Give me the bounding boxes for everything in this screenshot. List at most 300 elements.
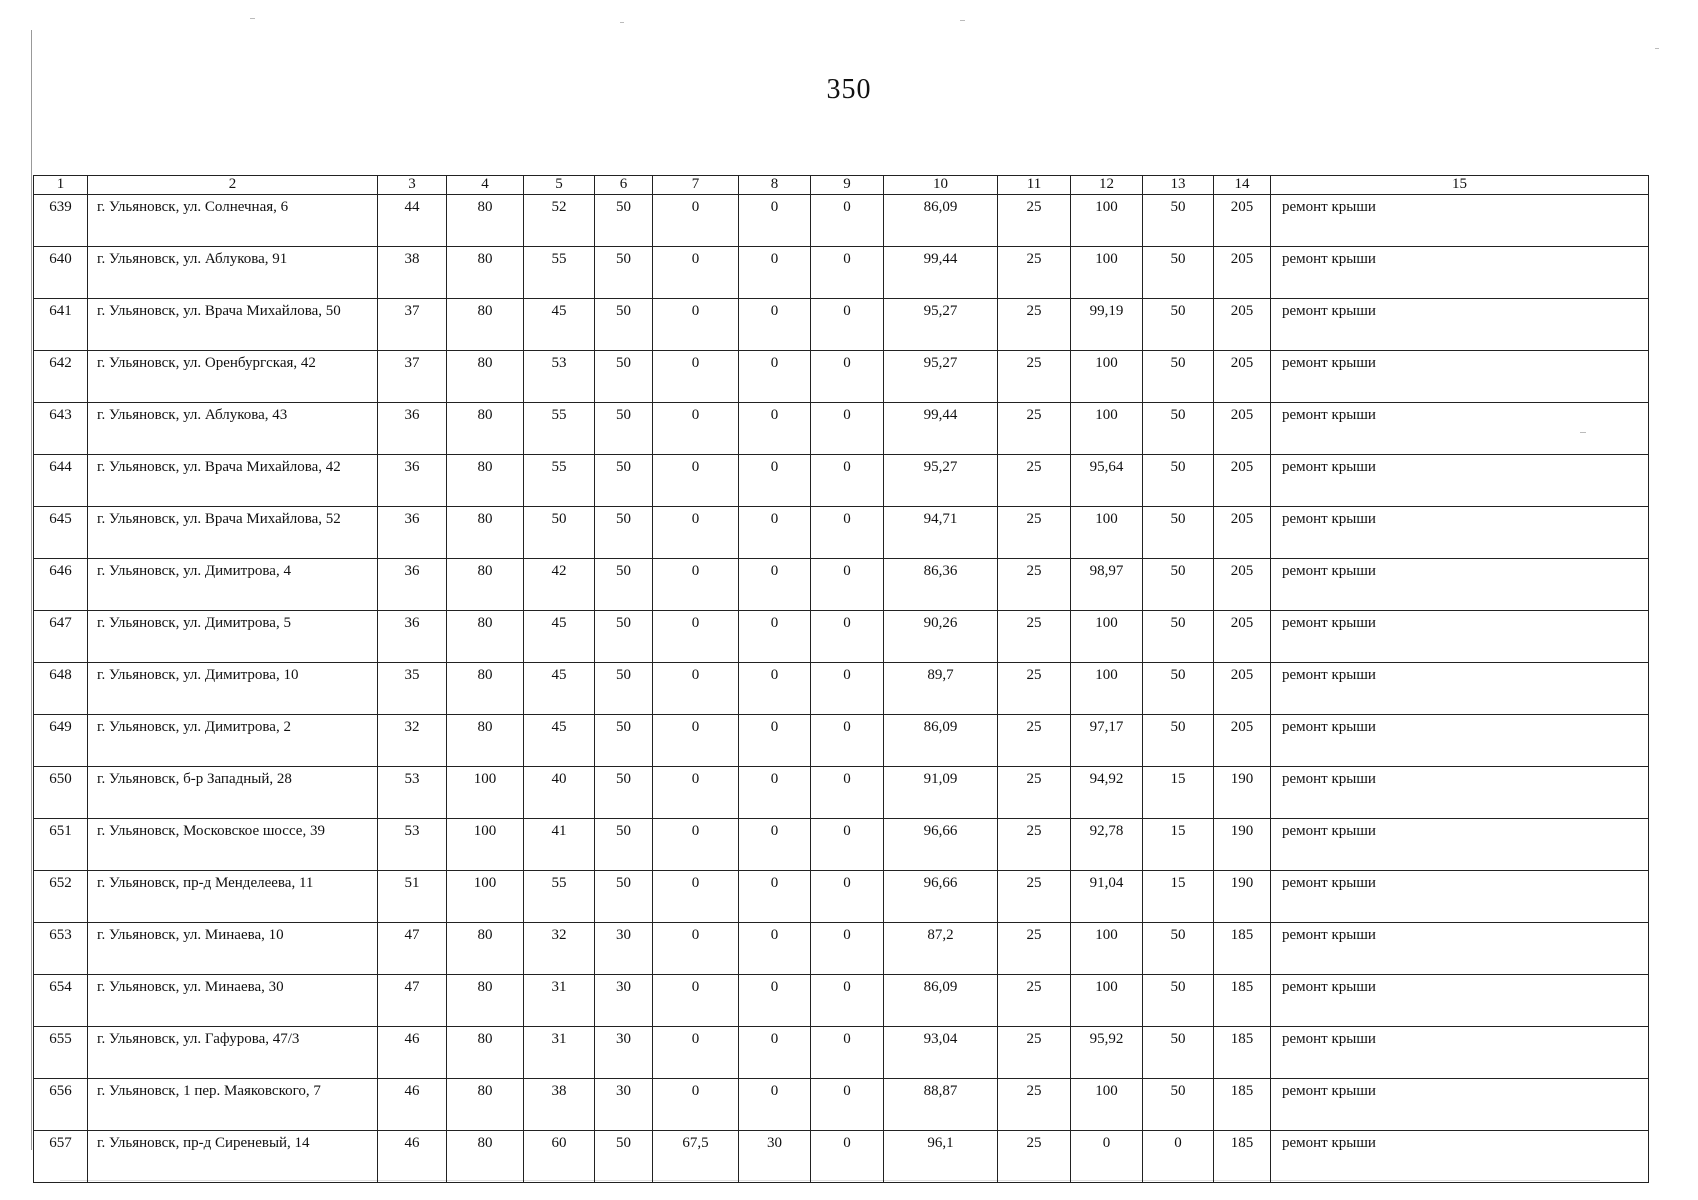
address-cell: г. Ульяновск, Московское шоссе, 39 bbox=[88, 819, 378, 871]
table-row bbox=[34, 403, 1649, 455]
table-row bbox=[34, 507, 1649, 559]
row-number-cell: 651 bbox=[34, 819, 88, 871]
value-cell: 80 bbox=[447, 1079, 524, 1131]
value-cell: 0 bbox=[739, 351, 811, 403]
value-cell: 32 bbox=[524, 923, 595, 975]
value-cell: 205 bbox=[1214, 507, 1271, 559]
row-number-cell: 646 bbox=[34, 559, 88, 611]
value-cell: 80 bbox=[447, 663, 524, 715]
value-cell: 80 bbox=[447, 403, 524, 455]
value-cell: 100 bbox=[447, 767, 524, 819]
work-type-cell: ремонт крыши bbox=[1271, 975, 1649, 1027]
value-cell: 100 bbox=[1071, 247, 1143, 299]
value-cell: 36 bbox=[378, 403, 447, 455]
value-cell: 96,66 bbox=[884, 819, 998, 871]
value-cell: 50 bbox=[595, 351, 653, 403]
value-cell: 100 bbox=[1071, 975, 1143, 1027]
value-cell: 46 bbox=[378, 1027, 447, 1079]
value-cell: 25 bbox=[998, 819, 1071, 871]
value-cell: 25 bbox=[998, 351, 1071, 403]
value-cell: 205 bbox=[1214, 247, 1271, 299]
value-cell: 25 bbox=[998, 923, 1071, 975]
row-number-cell: 645 bbox=[34, 507, 88, 559]
value-cell: 190 bbox=[1214, 819, 1271, 871]
value-cell: 55 bbox=[524, 403, 595, 455]
address-cell: г. Ульяновск, ул. Врача Михайлова, 50 bbox=[88, 299, 378, 351]
address-cell: г. Ульяновск, ул. Аблукова, 91 bbox=[88, 247, 378, 299]
work-type-cell: ремонт крыши bbox=[1271, 1027, 1649, 1079]
value-cell: 94,92 bbox=[1071, 767, 1143, 819]
value-cell: 30 bbox=[739, 1131, 811, 1183]
value-cell: 42 bbox=[524, 559, 595, 611]
column-number-header: 15 bbox=[1271, 176, 1649, 195]
value-cell: 31 bbox=[524, 1027, 595, 1079]
address-cell: г. Ульяновск, ул. Димитрова, 4 bbox=[88, 559, 378, 611]
value-cell: 80 bbox=[447, 455, 524, 507]
value-cell: 0 bbox=[811, 1131, 884, 1183]
scan-speck bbox=[1655, 48, 1659, 49]
value-cell: 100 bbox=[1071, 611, 1143, 663]
table-row bbox=[34, 923, 1649, 975]
address-cell: г. Ульяновск, пр-д Сиреневый, 14 bbox=[88, 1131, 378, 1183]
value-cell: 0 bbox=[653, 871, 739, 923]
value-cell: 0 bbox=[739, 663, 811, 715]
value-cell: 37 bbox=[378, 351, 447, 403]
value-cell: 44 bbox=[378, 195, 447, 247]
value-cell: 99,44 bbox=[884, 247, 998, 299]
value-cell: 100 bbox=[1071, 507, 1143, 559]
value-cell: 50 bbox=[595, 819, 653, 871]
value-cell: 25 bbox=[998, 507, 1071, 559]
value-cell: 80 bbox=[447, 923, 524, 975]
table-row bbox=[34, 195, 1649, 247]
work-type-cell: ремонт крыши bbox=[1271, 403, 1649, 455]
value-cell: 0 bbox=[739, 975, 811, 1027]
value-cell: 0 bbox=[811, 455, 884, 507]
value-cell: 25 bbox=[998, 871, 1071, 923]
column-number-header: 6 bbox=[595, 176, 653, 195]
value-cell: 25 bbox=[998, 1079, 1071, 1131]
value-cell: 0 bbox=[653, 195, 739, 247]
value-cell: 205 bbox=[1214, 455, 1271, 507]
value-cell: 41 bbox=[524, 819, 595, 871]
value-cell: 0 bbox=[739, 507, 811, 559]
value-cell: 0 bbox=[739, 715, 811, 767]
value-cell: 35 bbox=[378, 663, 447, 715]
value-cell: 205 bbox=[1214, 663, 1271, 715]
value-cell: 80 bbox=[447, 715, 524, 767]
scan-margin-line bbox=[31, 30, 32, 1150]
value-cell: 80 bbox=[447, 351, 524, 403]
row-number-cell: 642 bbox=[34, 351, 88, 403]
work-type-cell: ремонт крыши bbox=[1271, 1079, 1649, 1131]
work-type-cell: ремонт крыши bbox=[1271, 1131, 1649, 1183]
value-cell: 92,78 bbox=[1071, 819, 1143, 871]
column-number-header: 12 bbox=[1071, 176, 1143, 195]
value-cell: 47 bbox=[378, 975, 447, 1027]
column-number-header: 4 bbox=[447, 176, 524, 195]
value-cell: 0 bbox=[653, 975, 739, 1027]
scan-speck bbox=[250, 18, 255, 19]
value-cell: 45 bbox=[524, 663, 595, 715]
value-cell: 25 bbox=[998, 1131, 1071, 1183]
row-number-cell: 639 bbox=[34, 195, 88, 247]
table-body bbox=[34, 195, 1649, 1183]
value-cell: 0 bbox=[653, 1027, 739, 1079]
address-cell: г. Ульяновск, ул. Врача Михайлова, 52 bbox=[88, 507, 378, 559]
address-cell: г. Ульяновск, б-р Западный, 28 bbox=[88, 767, 378, 819]
value-cell: 0 bbox=[811, 1027, 884, 1079]
value-cell: 95,27 bbox=[884, 299, 998, 351]
value-cell: 94,71 bbox=[884, 507, 998, 559]
value-cell: 50 bbox=[595, 403, 653, 455]
value-cell: 0 bbox=[739, 767, 811, 819]
value-cell: 45 bbox=[524, 715, 595, 767]
value-cell: 86,09 bbox=[884, 975, 998, 1027]
column-number-header: 8 bbox=[739, 176, 811, 195]
value-cell: 0 bbox=[739, 1027, 811, 1079]
table-row bbox=[34, 559, 1649, 611]
value-cell: 50 bbox=[1143, 507, 1214, 559]
value-cell: 60 bbox=[524, 1131, 595, 1183]
value-cell: 90,26 bbox=[884, 611, 998, 663]
value-cell: 205 bbox=[1214, 611, 1271, 663]
value-cell: 91,09 bbox=[884, 767, 998, 819]
address-cell: г. Ульяновск, ул. Минаева, 30 bbox=[88, 975, 378, 1027]
value-cell: 99,19 bbox=[1071, 299, 1143, 351]
value-cell: 50 bbox=[1143, 559, 1214, 611]
value-cell: 0 bbox=[653, 507, 739, 559]
value-cell: 0 bbox=[811, 559, 884, 611]
value-cell: 46 bbox=[378, 1079, 447, 1131]
value-cell: 100 bbox=[1071, 923, 1143, 975]
value-cell: 36 bbox=[378, 455, 447, 507]
value-cell: 25 bbox=[998, 975, 1071, 1027]
value-cell: 50 bbox=[595, 871, 653, 923]
row-number-cell: 657 bbox=[34, 1131, 88, 1183]
value-cell: 36 bbox=[378, 507, 447, 559]
value-cell: 185 bbox=[1214, 1027, 1271, 1079]
value-cell: 185 bbox=[1214, 1131, 1271, 1183]
value-cell: 86,36 bbox=[884, 559, 998, 611]
value-cell: 50 bbox=[1143, 1027, 1214, 1079]
row-number-cell: 652 bbox=[34, 871, 88, 923]
value-cell: 50 bbox=[595, 455, 653, 507]
value-cell: 0 bbox=[739, 923, 811, 975]
row-number-cell: 649 bbox=[34, 715, 88, 767]
value-cell: 0 bbox=[811, 1079, 884, 1131]
value-cell: 50 bbox=[1143, 403, 1214, 455]
value-cell: 0 bbox=[653, 247, 739, 299]
value-cell: 50 bbox=[1143, 351, 1214, 403]
value-cell: 0 bbox=[811, 767, 884, 819]
column-number-header: 3 bbox=[378, 176, 447, 195]
address-cell: г. Ульяновск, ул. Аблукова, 43 bbox=[88, 403, 378, 455]
row-number-cell: 641 bbox=[34, 299, 88, 351]
value-cell: 96,1 bbox=[884, 1131, 998, 1183]
work-type-cell: ремонт крыши bbox=[1271, 923, 1649, 975]
value-cell: 0 bbox=[653, 403, 739, 455]
work-type-cell: ремонт крыши bbox=[1271, 767, 1649, 819]
address-cell: г. Ульяновск, ул. Димитрова, 10 bbox=[88, 663, 378, 715]
work-type-cell: ремонт крыши bbox=[1271, 247, 1649, 299]
value-cell: 0 bbox=[653, 819, 739, 871]
work-type-cell: ремонт крыши bbox=[1271, 715, 1649, 767]
value-cell: 53 bbox=[378, 819, 447, 871]
address-cell: г. Ульяновск, ул. Гафурова, 47/3 bbox=[88, 1027, 378, 1079]
value-cell: 88,87 bbox=[884, 1079, 998, 1131]
table-row bbox=[34, 1079, 1649, 1131]
value-cell: 53 bbox=[378, 767, 447, 819]
value-cell: 0 bbox=[653, 715, 739, 767]
work-type-cell: ремонт крыши bbox=[1271, 455, 1649, 507]
scan-speck bbox=[960, 20, 965, 21]
table-row bbox=[34, 871, 1649, 923]
value-cell: 0 bbox=[739, 195, 811, 247]
value-cell: 0 bbox=[653, 923, 739, 975]
value-cell: 205 bbox=[1214, 195, 1271, 247]
value-cell: 30 bbox=[595, 975, 653, 1027]
value-cell: 80 bbox=[447, 195, 524, 247]
address-cell: г. Ульяновск, ул. Димитрова, 2 bbox=[88, 715, 378, 767]
value-cell: 36 bbox=[378, 559, 447, 611]
column-number-header: 1 bbox=[34, 176, 88, 195]
value-cell: 96,66 bbox=[884, 871, 998, 923]
value-cell: 80 bbox=[447, 247, 524, 299]
value-cell: 15 bbox=[1143, 767, 1214, 819]
table-row bbox=[34, 247, 1649, 299]
row-number-cell: 640 bbox=[34, 247, 88, 299]
data-table bbox=[33, 175, 1649, 1183]
value-cell: 190 bbox=[1214, 767, 1271, 819]
table-row bbox=[34, 299, 1649, 351]
address-cell: г. Ульяновск, 1 пер. Маяковского, 7 bbox=[88, 1079, 378, 1131]
value-cell: 100 bbox=[1071, 663, 1143, 715]
value-cell: 46 bbox=[378, 1131, 447, 1183]
value-cell: 100 bbox=[447, 819, 524, 871]
value-cell: 0 bbox=[653, 299, 739, 351]
value-cell: 37 bbox=[378, 299, 447, 351]
value-cell: 45 bbox=[524, 611, 595, 663]
row-number-cell: 656 bbox=[34, 1079, 88, 1131]
column-number-row bbox=[34, 176, 1649, 195]
work-type-cell: ремонт крыши bbox=[1271, 663, 1649, 715]
value-cell: 50 bbox=[595, 559, 653, 611]
column-number-header: 2 bbox=[88, 176, 378, 195]
address-cell: г. Ульяновск, ул. Оренбургская, 42 bbox=[88, 351, 378, 403]
value-cell: 50 bbox=[595, 247, 653, 299]
value-cell: 80 bbox=[447, 611, 524, 663]
scan-speck bbox=[620, 22, 624, 23]
value-cell: 97,17 bbox=[1071, 715, 1143, 767]
value-cell: 50 bbox=[1143, 611, 1214, 663]
table-row bbox=[34, 455, 1649, 507]
value-cell: 0 bbox=[811, 507, 884, 559]
work-type-cell: ремонт крыши bbox=[1271, 559, 1649, 611]
value-cell: 0 bbox=[811, 247, 884, 299]
address-cell: г. Ульяновск, ул. Врача Михайлова, 42 bbox=[88, 455, 378, 507]
row-number-cell: 655 bbox=[34, 1027, 88, 1079]
value-cell: 0 bbox=[739, 611, 811, 663]
table-row bbox=[34, 767, 1649, 819]
value-cell: 80 bbox=[447, 507, 524, 559]
table-row bbox=[34, 819, 1649, 871]
value-cell: 25 bbox=[998, 715, 1071, 767]
row-number-cell: 643 bbox=[34, 403, 88, 455]
value-cell: 25 bbox=[998, 247, 1071, 299]
value-cell: 50 bbox=[1143, 299, 1214, 351]
value-cell: 185 bbox=[1214, 975, 1271, 1027]
value-cell: 100 bbox=[1071, 1079, 1143, 1131]
value-cell: 38 bbox=[524, 1079, 595, 1131]
value-cell: 100 bbox=[1071, 351, 1143, 403]
table-row bbox=[34, 663, 1649, 715]
value-cell: 55 bbox=[524, 871, 595, 923]
value-cell: 0 bbox=[811, 403, 884, 455]
value-cell: 190 bbox=[1214, 871, 1271, 923]
value-cell: 0 bbox=[811, 975, 884, 1027]
column-number-header: 7 bbox=[653, 176, 739, 195]
value-cell: 0 bbox=[739, 871, 811, 923]
column-number-header: 9 bbox=[811, 176, 884, 195]
value-cell: 30 bbox=[595, 923, 653, 975]
value-cell: 36 bbox=[378, 611, 447, 663]
value-cell: 80 bbox=[447, 299, 524, 351]
value-cell: 25 bbox=[998, 1027, 1071, 1079]
value-cell: 50 bbox=[1143, 195, 1214, 247]
row-number-cell: 653 bbox=[34, 923, 88, 975]
value-cell: 50 bbox=[1143, 1079, 1214, 1131]
row-number-cell: 647 bbox=[34, 611, 88, 663]
value-cell: 0 bbox=[739, 403, 811, 455]
value-cell: 50 bbox=[1143, 975, 1214, 1027]
value-cell: 30 bbox=[595, 1027, 653, 1079]
value-cell: 205 bbox=[1214, 715, 1271, 767]
table-row bbox=[34, 611, 1649, 663]
value-cell: 100 bbox=[447, 871, 524, 923]
value-cell: 30 bbox=[595, 1079, 653, 1131]
value-cell: 50 bbox=[1143, 663, 1214, 715]
value-cell: 100 bbox=[1071, 195, 1143, 247]
value-cell: 50 bbox=[595, 715, 653, 767]
value-cell: 50 bbox=[595, 611, 653, 663]
value-cell: 95,27 bbox=[884, 351, 998, 403]
value-cell: 0 bbox=[653, 559, 739, 611]
work-type-cell: ремонт крыши bbox=[1271, 507, 1649, 559]
value-cell: 47 bbox=[378, 923, 447, 975]
value-cell: 100 bbox=[1071, 403, 1143, 455]
value-cell: 0 bbox=[811, 663, 884, 715]
value-cell: 25 bbox=[998, 403, 1071, 455]
work-type-cell: ремонт крыши bbox=[1271, 871, 1649, 923]
work-type-cell: ремонт крыши bbox=[1271, 195, 1649, 247]
value-cell: 50 bbox=[595, 195, 653, 247]
value-cell: 95,64 bbox=[1071, 455, 1143, 507]
value-cell: 80 bbox=[447, 1027, 524, 1079]
column-number-header: 13 bbox=[1143, 176, 1214, 195]
value-cell: 0 bbox=[653, 351, 739, 403]
work-type-cell: ремонт крыши bbox=[1271, 819, 1649, 871]
value-cell: 50 bbox=[1143, 455, 1214, 507]
address-cell: г. Ульяновск, ул. Минаева, 10 bbox=[88, 923, 378, 975]
value-cell: 99,44 bbox=[884, 403, 998, 455]
page-number: 350 bbox=[826, 74, 872, 105]
table-row bbox=[34, 351, 1649, 403]
value-cell: 205 bbox=[1214, 559, 1271, 611]
value-cell: 0 bbox=[811, 923, 884, 975]
table-row bbox=[34, 1027, 1649, 1079]
value-cell: 50 bbox=[595, 507, 653, 559]
address-cell: г. Ульяновск, ул. Димитрова, 5 bbox=[88, 611, 378, 663]
value-cell: 53 bbox=[524, 351, 595, 403]
value-cell: 0 bbox=[811, 715, 884, 767]
column-number-header: 14 bbox=[1214, 176, 1271, 195]
value-cell: 50 bbox=[595, 663, 653, 715]
value-cell: 50 bbox=[524, 507, 595, 559]
value-cell: 15 bbox=[1143, 871, 1214, 923]
column-number-header: 10 bbox=[884, 176, 998, 195]
value-cell: 80 bbox=[447, 1131, 524, 1183]
address-cell: г. Ульяновск, ул. Солнечная, 6 bbox=[88, 195, 378, 247]
value-cell: 0 bbox=[739, 819, 811, 871]
value-cell: 51 bbox=[378, 871, 447, 923]
value-cell: 15 bbox=[1143, 819, 1214, 871]
value-cell: 40 bbox=[524, 767, 595, 819]
value-cell: 87,2 bbox=[884, 923, 998, 975]
value-cell: 32 bbox=[378, 715, 447, 767]
value-cell: 67,5 bbox=[653, 1131, 739, 1183]
value-cell: 55 bbox=[524, 247, 595, 299]
row-number-cell: 650 bbox=[34, 767, 88, 819]
value-cell: 0 bbox=[739, 247, 811, 299]
value-cell: 50 bbox=[1143, 715, 1214, 767]
value-cell: 25 bbox=[998, 559, 1071, 611]
value-cell: 0 bbox=[653, 1079, 739, 1131]
value-cell: 0 bbox=[653, 663, 739, 715]
value-cell: 86,09 bbox=[884, 195, 998, 247]
address-cell: г. Ульяновск, пр-д Менделеева, 11 bbox=[88, 871, 378, 923]
value-cell: 50 bbox=[595, 1131, 653, 1183]
value-cell: 0 bbox=[653, 455, 739, 507]
value-cell: 93,04 bbox=[884, 1027, 998, 1079]
value-cell: 0 bbox=[653, 767, 739, 819]
value-cell: 45 bbox=[524, 299, 595, 351]
column-number-header: 11 bbox=[998, 176, 1071, 195]
value-cell: 0 bbox=[1143, 1131, 1214, 1183]
value-cell: 91,04 bbox=[1071, 871, 1143, 923]
value-cell: 0 bbox=[811, 871, 884, 923]
value-cell: 0 bbox=[739, 1079, 811, 1131]
value-cell: 0 bbox=[653, 611, 739, 663]
row-number-cell: 644 bbox=[34, 455, 88, 507]
value-cell: 50 bbox=[1143, 923, 1214, 975]
value-cell: 0 bbox=[811, 351, 884, 403]
value-cell: 0 bbox=[811, 299, 884, 351]
value-cell: 25 bbox=[998, 663, 1071, 715]
value-cell: 0 bbox=[811, 819, 884, 871]
value-cell: 55 bbox=[524, 455, 595, 507]
value-cell: 50 bbox=[595, 299, 653, 351]
value-cell: 38 bbox=[378, 247, 447, 299]
work-type-cell: ремонт крыши bbox=[1271, 611, 1649, 663]
table-row bbox=[34, 1131, 1649, 1183]
value-cell: 31 bbox=[524, 975, 595, 1027]
column-number-header: 5 bbox=[524, 176, 595, 195]
value-cell: 80 bbox=[447, 559, 524, 611]
value-cell: 95,92 bbox=[1071, 1027, 1143, 1079]
value-cell: 98,97 bbox=[1071, 559, 1143, 611]
value-cell: 0 bbox=[739, 455, 811, 507]
